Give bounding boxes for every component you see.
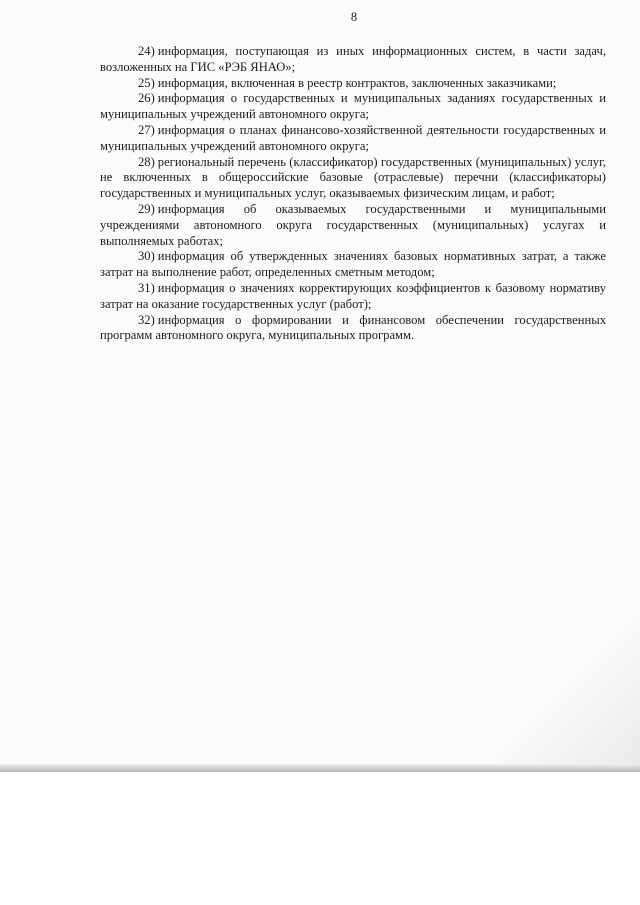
document-body [100,44,606,344]
list-item [100,281,606,313]
item-text: информация о планах финансово-хозяйственной деятельности государственных и муниципальных учреждений автономного округа; [100,122,606,153]
item-number: 27) [138,122,155,137]
list-item [100,155,606,202]
list-item [100,123,606,155]
paper-shadow [490,560,640,764]
page-number: 8 [350,10,358,24]
item-number: 30) [138,249,155,264]
item-text: региональный перечень (классификатор) государственных (муниципальных) услуг, не включенных в общероссийские базовые (отраслевые) перечни (классификаторы) государственных и муниципальных услуг, оказываемых физическим лицам, и работ; [100,154,606,201]
item-text: информация, поступающая из иных информационных систем, в части задач, возложенных на ГИС «РЭБ ЯНАО»; [100,44,606,74]
item-number: 31) [138,280,155,295]
list-item [100,202,606,249]
list-item [100,249,606,281]
item-number: 24) [138,44,155,58]
list-item [100,76,606,92]
item-number: 29) [138,201,155,216]
item-text: информация об оказываемых государственными и муниципальными учреждениями автономного округа государственных (муниципальных) услугах и выполняемых работах; [100,201,606,248]
item-number: 26) [138,91,155,106]
list-item [100,44,606,76]
item-text: информация о государственных и муниципальных заданиях государственных и муниципальных учреждений автономного округа; [100,91,606,122]
item-text: информация о формировании и финансовом обеспечении государственных программ автономного округа, муниципальных программ. [100,312,606,343]
list-item [100,91,606,123]
scan-bottom-edge [0,764,640,772]
item-number: 25) [138,75,155,90]
item-number: 28) [138,154,155,169]
item-text: информация, включенная в реестр контрактов, заключенных заказчиками; [157,75,557,90]
item-text: информация об утвержденных значениях базовых нормативных затрат, а также затрат на выполнение работ, определенных сметным методом; [100,249,606,280]
item-number: 32) [138,312,155,327]
item-text: информация о значениях корректирующих коэффициентов к базовому нормативу затрат на оказание государственных услуг (работ); [100,280,606,311]
list-item [100,313,606,345]
